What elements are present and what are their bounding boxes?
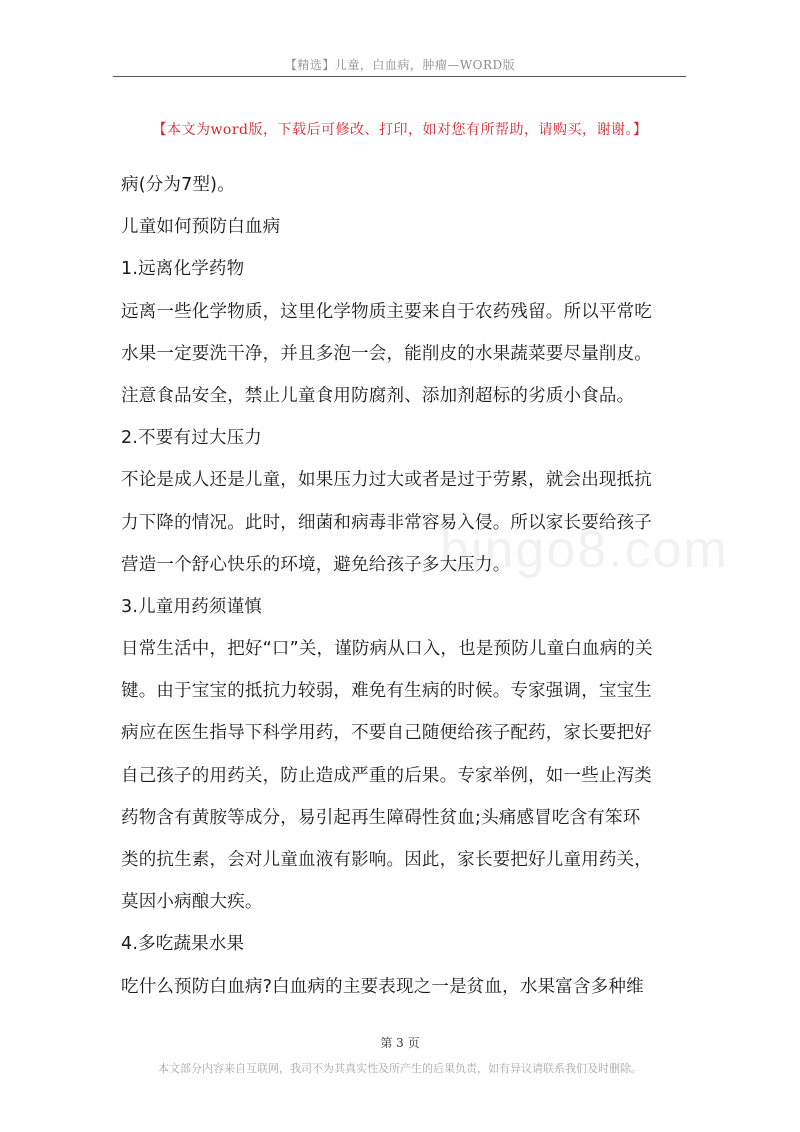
body-line: 力下降的情况。此时，细菌和病毒非常容易入侵。所以家长要给孩子 xyxy=(121,512,652,533)
download-notice: 【本文为word版，下载后可修改、打印，如对您有所帮助，请购买，谢谢。】 xyxy=(152,122,648,138)
body-line: 病应在医生指导下科学用药，不要自己随便给孩子配药，家长要把好 xyxy=(121,723,652,744)
body-line: 不论是成人还是儿童，如果压力过大或者是过于劳累，就会出现抵抗 xyxy=(121,470,652,491)
section-heading: 1.远离化学药物 xyxy=(121,259,245,280)
body-line: 莫因小病酿大疾。 xyxy=(121,892,263,913)
section-title: 儿童如何预防白血病 xyxy=(121,217,281,238)
section-heading: 3.儿童用药须谨慎 xyxy=(121,596,262,617)
body-line: 自己孩子的用药关，防止造成严重的后果。专家举例，如一些止泻类 xyxy=(121,765,652,786)
section-heading: 4.多吃蔬果水果 xyxy=(121,934,245,955)
body-line: 吃什么预防白血病?白血病的主要表现之一是贫血，水果富含多种维 xyxy=(121,976,644,997)
section-heading: 2.不要有过大压力 xyxy=(121,428,262,449)
page-number: 第 3 页 xyxy=(380,1036,420,1050)
body-line: 远离一些化学物质，这里化学物质主要来自于农药残留。所以平常吃 xyxy=(121,301,652,322)
body-line: 病(分为7型)。 xyxy=(121,175,235,195)
page-header: 【精选】儿童，白血病，肿瘤—WORD版 xyxy=(284,58,516,72)
header-rule xyxy=(113,76,686,77)
body-line: 营造一个舒心快乐的环境，避免给孩子多大压力。 xyxy=(121,554,511,575)
body-line: 药物含有黄胺等成分，易引起再生障碍性贫血;头痛感冒吃含有笨环 xyxy=(121,807,641,828)
body-line: 键。由于宝宝的抵抗力较弱，难免有生病的时候。专家强调，宝宝生 xyxy=(121,681,652,702)
document-body xyxy=(121,164,701,1008)
body-line: 日常生活中，把好“口”关，谨防病从口入，也是预防儿童白血病的关 xyxy=(121,639,653,660)
watermark: bingo8.com xyxy=(440,521,729,579)
body-line: 注意食品安全，禁止儿童食用防腐剂、添加剂超标的劣质小食品。 xyxy=(121,385,635,406)
page-footer: 本文部分内容来自互联网，我司不为其真实性及所产生的后果负责，如有异议请联系我们及时删除。 xyxy=(158,1062,642,1075)
body-line: 类的抗生素，会对儿童血液有影响。因此，家长要把好儿童用药关， xyxy=(121,850,652,870)
body-line: 水果一定要洗干净，并且多泡一会，能削皮的水果蔬菜要尽量削皮。 xyxy=(121,343,652,364)
